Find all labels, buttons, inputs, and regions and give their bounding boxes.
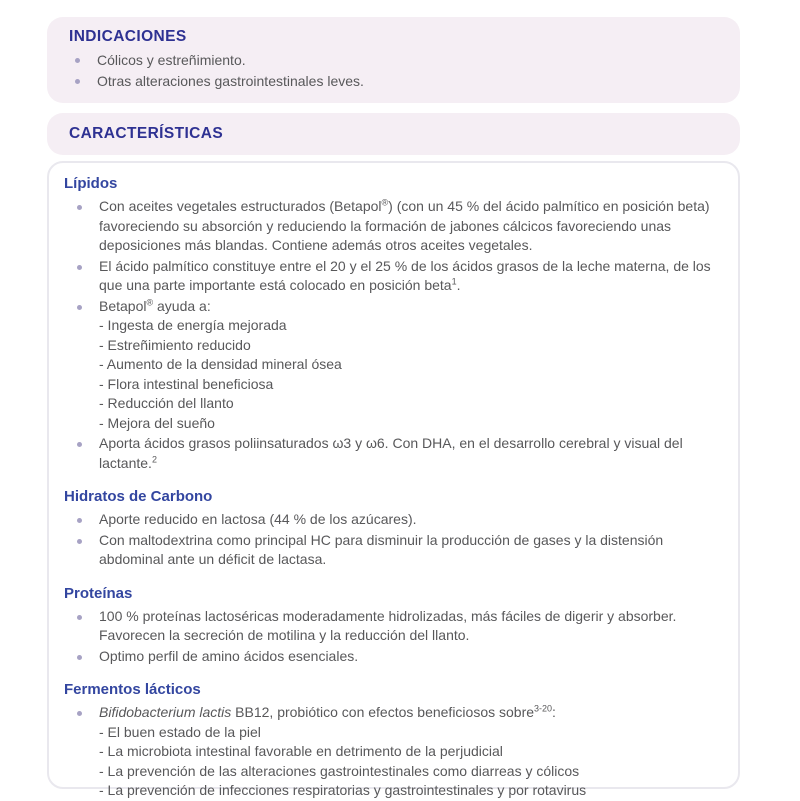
sub-list-item: - Ingesta de energía mejorada	[99, 317, 287, 333]
text-run: ayuda a:	[153, 297, 211, 314]
list-item	[64, 197, 724, 256]
sub-list-item: - Mejora del sueño	[99, 414, 215, 431]
list-item	[64, 434, 724, 473]
list-item-text	[99, 434, 724, 473]
sub-list-item: - Flora intestinal beneficiosa	[99, 375, 274, 392]
sub-list-item: - La microbiota intestinal favorable en detrimento de la perjudicial	[99, 743, 503, 759]
text-run: Aporta ácidos grasos poliinsaturados ω3 y ω6. Con DHA, en el desarrollo cerebral y visual del lactante.	[99, 435, 683, 471]
subsection-list	[64, 510, 724, 570]
list-item-text	[99, 510, 724, 530]
text-run: Optimo perfil de amino ácidos esenciales.	[99, 647, 359, 664]
indicaciones-list	[62, 50, 722, 91]
text-run: Con aceites vegetales estructurados (Betapol	[99, 198, 382, 214]
caracteristicas-panel	[47, 113, 740, 155]
bullet-icon	[62, 50, 97, 70]
superscript-reference: 2	[151, 453, 157, 464]
text-run: El ácido palmítico constituye entre el 20 y el 25 % de los ácidos grasos de la leche materna, de los que una parte importante está colocado en posición beta	[99, 257, 711, 293]
list-item-text	[99, 257, 724, 296]
sub-list-item: - La prevención de las alteraciones gastrointestinales como diarreas y cólicos	[99, 762, 580, 779]
bullet-icon	[64, 297, 99, 434]
text-run: Cólicos y estreñimiento.	[97, 52, 246, 68]
list-item	[64, 257, 724, 296]
list-item-text	[99, 607, 724, 646]
bullet-icon	[64, 510, 99, 530]
subsection-title: Lípidos	[64, 175, 118, 192]
text-run: Con maltodextrina como principal HC para disminuir la producción de gases y la distensión abdominal ante un déficit de lactasa.	[99, 531, 664, 567]
list-item	[64, 703, 724, 801]
list-item-text	[99, 197, 724, 256]
bullet-icon	[64, 607, 99, 646]
subsection-title: Proteínas	[64, 584, 133, 602]
list-item	[64, 531, 724, 570]
superscript-reference: 3-20	[534, 703, 553, 714]
superscript-reference: 1	[451, 276, 457, 287]
list-item-text	[99, 297, 724, 434]
section-title-caracteristicas: CARACTERÍSTICAS	[69, 125, 224, 142]
list-item-text	[97, 50, 722, 70]
text-run: .	[456, 277, 461, 293]
list-item-text	[97, 71, 722, 91]
subsection-list	[64, 607, 724, 667]
subsection-list	[64, 197, 724, 473]
text-run: :	[552, 704, 556, 720]
subsection-title: Fermentos lácticos	[64, 681, 201, 698]
bullet-icon	[62, 71, 97, 91]
list-item-text	[99, 531, 724, 570]
text-run: Betapol	[99, 297, 147, 314]
indicaciones-panel	[47, 17, 740, 103]
list-item	[64, 607, 724, 646]
subsection-title: Hidratos de Carbono	[64, 488, 213, 505]
bullet-icon	[64, 647, 99, 667]
bullet-icon	[64, 197, 99, 256]
text-run: BB12, probiótico con efectos beneficiosos sobre	[231, 704, 535, 720]
sub-list-item: - La prevención de infecciones respiratorias y gastrointestinales y por rotavirus	[99, 782, 587, 798]
bullet-icon	[64, 703, 99, 801]
bullet-icon	[64, 434, 99, 473]
superscript-reference: ®	[146, 296, 154, 307]
superscript-reference: ®	[381, 197, 389, 208]
sub-list-item: - Estreñimiento reducido	[99, 336, 251, 353]
sub-list-item: - Aumento de la densidad mineral ósea	[99, 356, 342, 372]
text-run: Bifidobacterium lactis	[99, 704, 232, 720]
text-run: Otras alteraciones gastrointestinales leves.	[97, 73, 364, 89]
list-item	[64, 510, 724, 530]
list-item	[64, 647, 724, 667]
list-item	[64, 297, 724, 434]
list-item	[62, 71, 722, 91]
text-run: 100 % proteínas lactoséricas moderadamente hidrolizadas, más fáciles de digerir y absorber. Favorecen la secreción de motilina y la reducción del llanto.	[99, 607, 677, 643]
section-title-indicaciones: INDICACIONES	[69, 28, 187, 45]
text-run: Aporte reducido en lactosa (44 % de los azúcares).	[99, 511, 417, 527]
sub-list-item: - El buen estado de la piel	[99, 723, 261, 740]
list-item	[62, 50, 722, 70]
list-item-text	[99, 703, 724, 801]
sub-list-item: - Reducción del llanto	[99, 395, 234, 411]
caracteristicas-content	[47, 161, 740, 798]
text-run: ) (con un 45 % del ácido palmítico en posición beta) favoreciendo su absorción y reduciendo la formación de jabones cálcicos favoreciendo unas deposiciones más blandas. Contiene además otros aceites vegetales.	[99, 198, 710, 253]
subsection-list	[64, 703, 724, 801]
list-item-text	[99, 647, 724, 667]
bullet-icon	[64, 257, 99, 296]
bullet-icon	[64, 531, 99, 570]
